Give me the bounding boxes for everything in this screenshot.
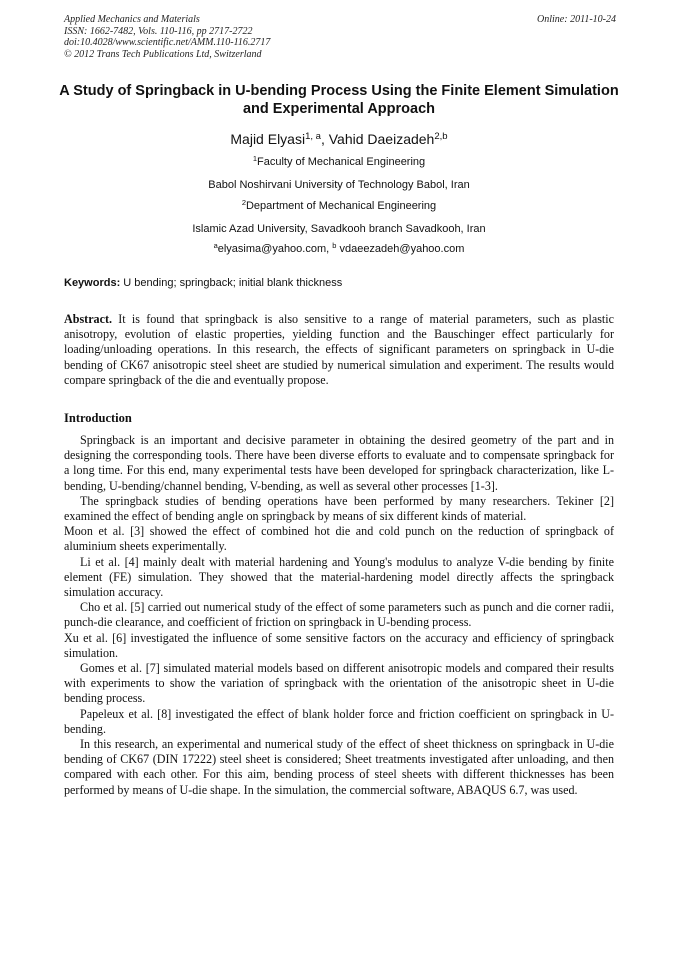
author-name-1: Majid Elyasi	[230, 131, 306, 147]
section-heading-introduction: Introduction	[64, 411, 132, 425]
author-separator: ,	[320, 131, 329, 147]
intro-paragraph: The springback studies of bending operations have been performed by many researchers. Tekiner [2] examined the effect of bending angle on springback by means of six different kinds of material.	[64, 493, 614, 524]
keywords-label: Keywords:	[64, 277, 121, 289]
email-line	[64, 242, 614, 256]
affiliation-1-superscript: 1	[252, 153, 257, 163]
author-line	[64, 130, 614, 148]
introduction-body	[64, 433, 614, 798]
online-date: Online: 2011-10-24	[537, 14, 616, 25]
author-2-superscript: 2,b	[434, 130, 448, 142]
email-a: elyasima@yahoo.com,	[217, 243, 333, 255]
affiliation-2-department: Department of Mechanical Engineering	[245, 200, 437, 212]
intro-paragraph: Springback is an important and decisive parameter in obtaining the desired geometry of the part and in designing the corresponding tools. There have been diverse efforts to evaluate and to compensate springback for a long time. For this end, many experimental tests have been developed for springback characterization, like L-bending, U-bending/channel bending, V-bending, as well as several other processes [1-3].	[64, 433, 614, 493]
affiliation-1-line-1	[64, 155, 614, 169]
keywords	[64, 276, 614, 290]
intro-paragraph: Gomes et al. [7] simulated material models based on different anisotropic models and compared their results with experiments to show the variation of springback with the orientation of the anisotropic sheet in U-die bending process.	[64, 661, 614, 706]
intro-paragraph: Xu et al. [6] investigated the influence of some sensitive factors on the accuracy and efficiency of springback simulation.	[64, 630, 614, 660]
journal-name: Applied Mechanics and Materials	[64, 14, 200, 25]
affiliation-2-superscript: 2	[241, 197, 246, 207]
intro-paragraph: Moon et al. [3] showed the effect of combined hot die and cold punch on the reduction of springback of aluminium sheets experimentally.	[64, 524, 614, 554]
abstract-text: It is found that springback is also sensitive to a range of material parameters, such as plastic anisotropy, evolution of elastic properties, yielding function and the Bauschinger effect particularly for loading/unloading operations. In this research, the effects of significant parameters on springback in U-die bending of CK67 anisotropic steel sheet are studied by numerical simulation and experiment. The results would compare springback of the die and eventually propose.	[64, 312, 614, 387]
email-b: vdaeezadeh@yahoo.com	[336, 243, 465, 255]
affiliation-1-line-2: Babol Noshirvani University of Technology Babol, Iran	[208, 179, 470, 191]
keywords-text: U bending; springback; initial blank thickness	[120, 277, 343, 289]
affiliation-1-department: Faculty of Mechanical Engineering	[257, 156, 426, 168]
intro-paragraph: Cho et al. [5] carried out numerical study of the effect of some parameters such as punch and die corner radii, punch-die clearance, and coefficient of friction on springback in U-bending process.	[64, 600, 614, 630]
affiliation-2-line-1	[64, 199, 614, 213]
intro-paragraph: Li et al. [4] mainly dealt with material hardening and Young's modulus to analyze V-die bending by finite element (FE) simulation. They showed that the material-hardening model directly affects the springback simulation accuracy.	[64, 554, 614, 600]
abstract	[64, 312, 614, 388]
issn-line: ISSN: 1662-7482, Vols. 110-116, pp 2717-2722	[64, 25, 253, 37]
copyright-line: © 2012 Trans Tech Publications Ltd, Switzerland	[64, 48, 262, 60]
author-1-superscript: 1, a	[305, 130, 321, 142]
paper-title: A Study of Springback in U-bending Process Using the Finite Element Simulation and Experimental Approach	[59, 83, 619, 117]
doi-line: doi:10.4028/www.scientific.net/AMM.110-116.2717	[64, 37, 271, 48]
email-a-superscript: a	[213, 240, 218, 250]
publication-header	[64, 14, 616, 60]
abstract-label: Abstract.	[64, 312, 113, 326]
intro-paragraph: In this research, an experimental and numerical study of the effect of sheet thickness on springback in U-die bending of CK67 (DIN 17222) steel sheet is considered; Sheet treatments investigated after unloading, and then compared with each other. For this aim, bending process of steel sheets with different thicknesses has been performed by means of U-die shape. In the simulation, the commercial software, ABAQUS 6.7, was used.	[64, 737, 614, 797]
affiliation-2-line-2: Islamic Azad University, Savadkooh branch Savadkooh, Iran	[192, 223, 486, 235]
author-name-2: Vahid Daeizadeh	[328, 131, 435, 147]
intro-paragraph: Papeleux et al. [8] investigated the effect of blank holder force and friction coefficient on springback in U-bending.	[64, 706, 614, 736]
email-b-superscript: b	[332, 240, 337, 250]
